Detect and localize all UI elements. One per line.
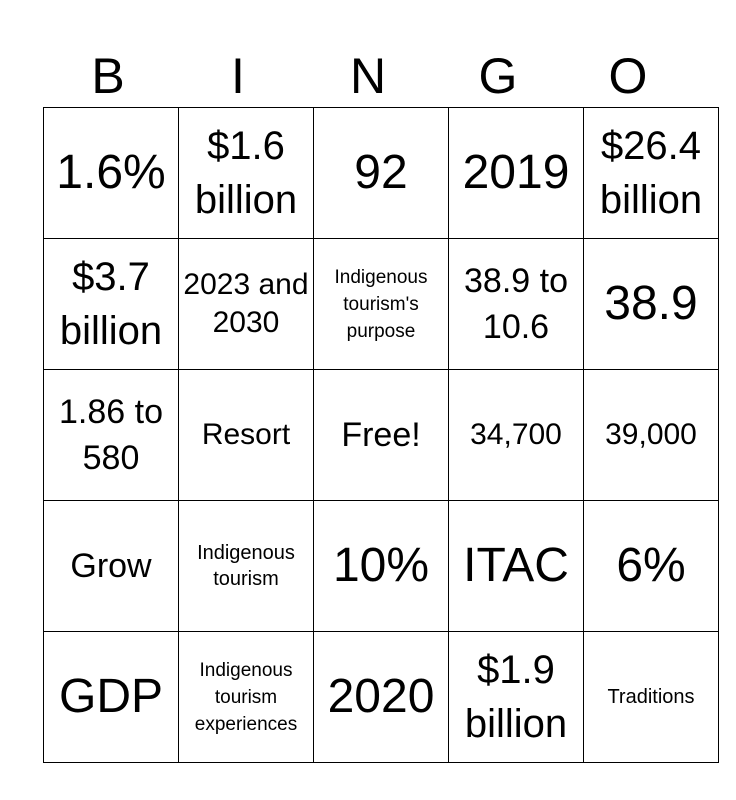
- bingo-cell[interactable]: $1.9 billion: [449, 632, 584, 763]
- bingo-cell[interactable]: Grow: [44, 501, 179, 632]
- bingo-cell[interactable]: 92: [314, 108, 449, 239]
- bingo-cell[interactable]: 10%: [314, 501, 449, 632]
- bingo-cell[interactable]: 2019: [449, 108, 584, 239]
- board-row: [44, 632, 719, 763]
- bingo-cell[interactable]: Resort: [179, 370, 314, 501]
- bingo-cell[interactable]: $1.6 billion: [179, 108, 314, 239]
- bingo-cell[interactable]: Indigenous tourism's purpose: [314, 239, 449, 370]
- free-space-cell[interactable]: Free!: [314, 370, 449, 501]
- bingo-board: [43, 107, 719, 763]
- bingo-cell[interactable]: 2020: [314, 632, 449, 763]
- header-letter-i: I: [231, 48, 245, 104]
- bingo-cell[interactable]: Traditions: [584, 632, 719, 763]
- bingo-cell[interactable]: 1.86 to 580: [44, 370, 179, 501]
- board-row: [44, 239, 719, 370]
- bingo-cell[interactable]: Indigenous tourism experiences: [179, 632, 314, 763]
- bingo-cell[interactable]: 1.6%: [44, 108, 179, 239]
- bingo-cell[interactable]: GDP: [44, 632, 179, 763]
- header-letter-n: N: [349, 48, 387, 104]
- header-letter-g: G: [478, 48, 518, 104]
- bingo-cell[interactable]: ITAC: [449, 501, 584, 632]
- bingo-cell[interactable]: Indigenous tourism: [179, 501, 314, 632]
- header-letter-b: B: [91, 48, 125, 104]
- bingo-cell[interactable]: 39,000: [584, 370, 719, 501]
- board-row: [44, 370, 719, 501]
- bingo-cell[interactable]: $3.7 billion: [44, 239, 179, 370]
- bingo-cell[interactable]: 38.9: [584, 239, 719, 370]
- bingo-cell[interactable]: 2023 and 2030: [179, 239, 314, 370]
- bingo-cell[interactable]: 6%: [584, 501, 719, 632]
- bingo-cell[interactable]: $26.4 billion: [584, 108, 719, 239]
- board-row: [44, 108, 719, 239]
- board-row: [44, 501, 719, 632]
- header-letter-o: O: [608, 48, 648, 104]
- bingo-header: [43, 44, 693, 108]
- bingo-cell[interactable]: 34,700: [449, 370, 584, 501]
- bingo-cell[interactable]: 38.9 to 10.6: [449, 239, 584, 370]
